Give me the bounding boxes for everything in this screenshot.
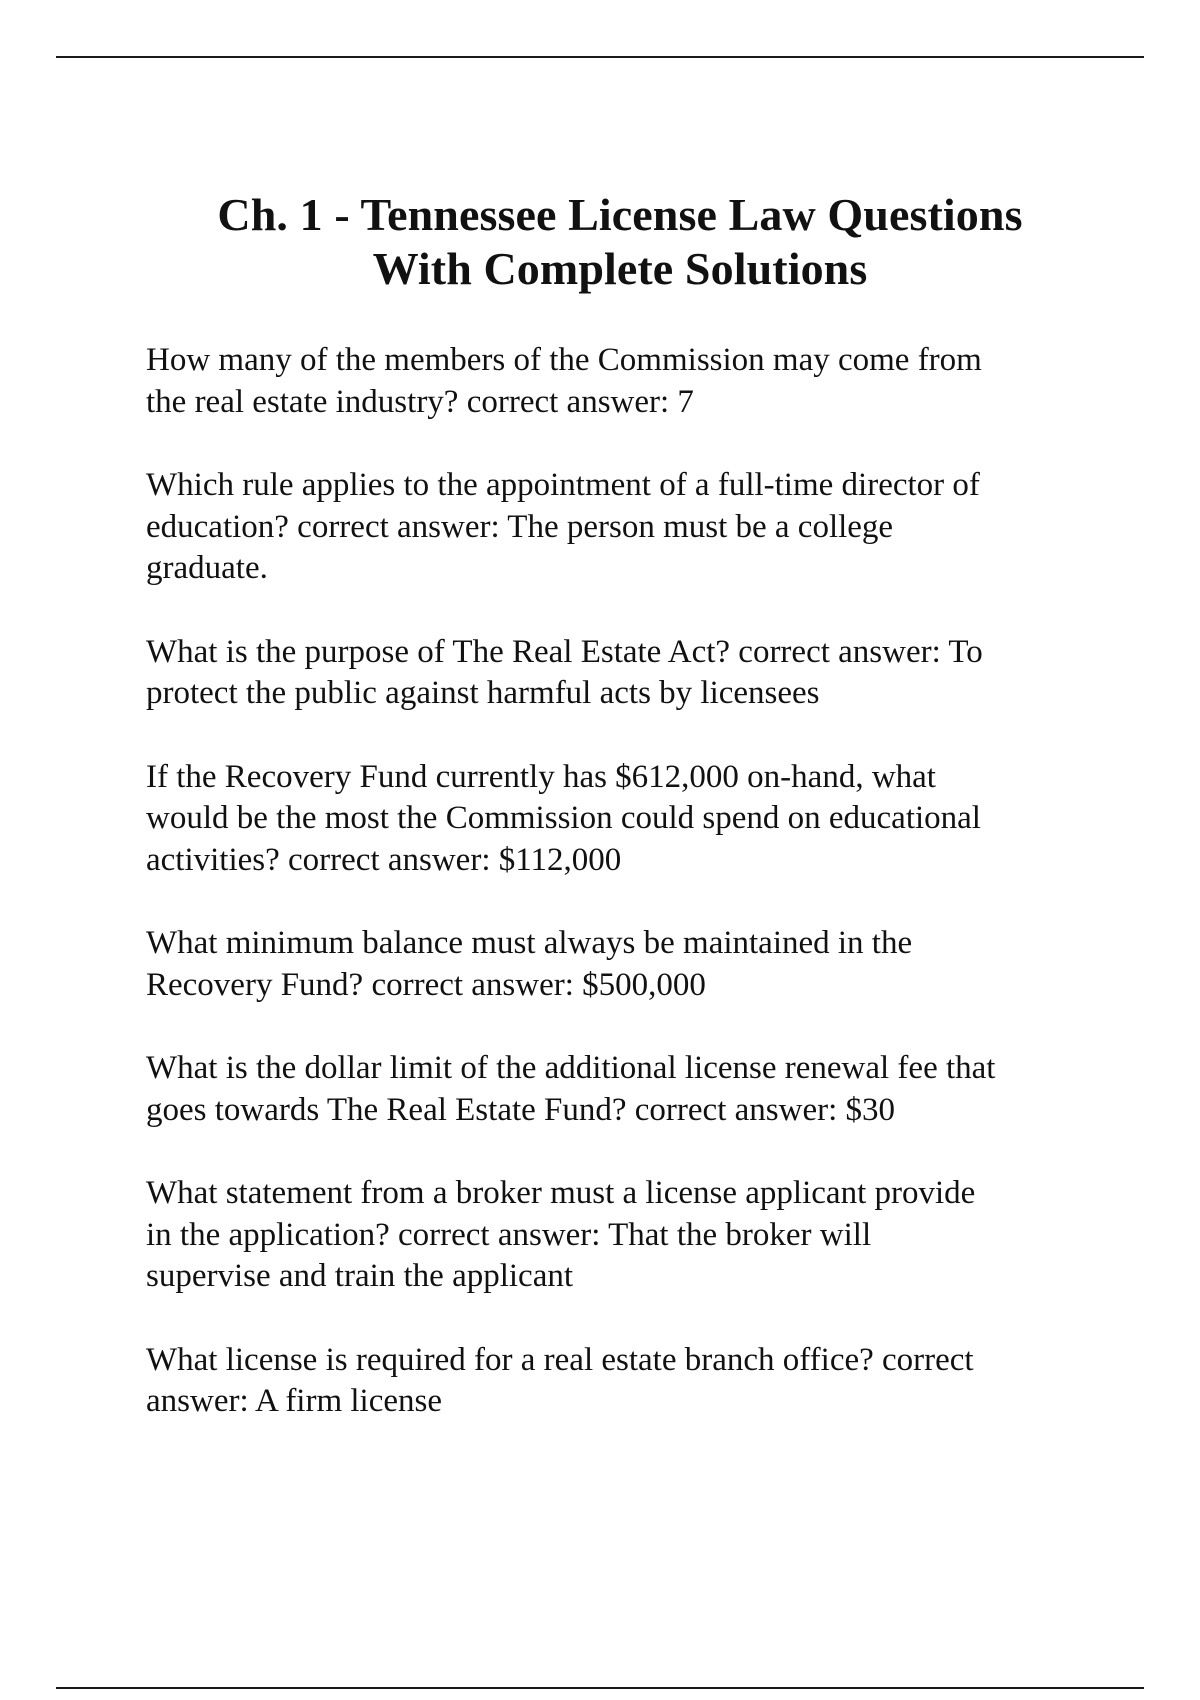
qa-line: How many of the members of the Commission may come from — [146, 342, 982, 378]
qa-line: goes towards The Real Estate Fund? correct answer: $30 — [146, 1091, 895, 1128]
qa-line: Recovery Fund? correct answer: $500,000 — [146, 966, 706, 1003]
title-line-2: With Complete Solutions — [372, 243, 868, 294]
top-rule — [56, 56, 1144, 58]
qa-item — [146, 632, 1096, 715]
qa-line: would be the most the Commission could spend on educational — [146, 800, 981, 836]
qa-item — [146, 1173, 1096, 1298]
qa-line: What minimum balance must always be maintained in the — [146, 925, 913, 961]
qa-item — [146, 340, 1096, 423]
qa-item — [146, 757, 1096, 882]
qa-line: answer: A firm license — [146, 1383, 443, 1419]
bottom-rule — [56, 1687, 1144, 1689]
document-title — [0, 188, 1200, 296]
qa-line: in the application? correct answer: That the broker will — [146, 1216, 872, 1253]
qa-line: What is the purpose of The Real Estate Act? correct answer: To — [146, 633, 983, 670]
qa-line: protect the public against harmful acts by licensees — [146, 675, 820, 711]
qa-item — [146, 1340, 1096, 1423]
qa-line: the real estate industry? correct answer: 7 — [146, 383, 694, 420]
qa-line: What license is required for a real estate branch office? correct — [146, 1341, 974, 1378]
title-line-1: Ch. 1 - Tennessee License Law Questions — [217, 189, 1023, 240]
qa-list — [146, 340, 1096, 1465]
qa-line: activities? correct answer: $112,000 — [146, 841, 622, 878]
qa-item — [146, 465, 1096, 590]
qa-line: supervise and train the applicant — [146, 1258, 574, 1294]
qa-line: What statement from a broker must a license applicant provide — [146, 1175, 976, 1211]
qa-line: Which rule applies to the appointment of a full-time director of — [146, 467, 980, 503]
qa-item — [146, 923, 1096, 1006]
qa-line: education? correct answer: The person must be a college — [146, 508, 894, 545]
qa-item — [146, 1048, 1096, 1131]
qa-line: graduate. — [146, 550, 268, 586]
qa-line: If the Recovery Fund currently has $612,000 on-hand, what — [146, 758, 936, 795]
qa-line: What is the dollar limit of the additional license renewal fee that — [146, 1050, 996, 1086]
